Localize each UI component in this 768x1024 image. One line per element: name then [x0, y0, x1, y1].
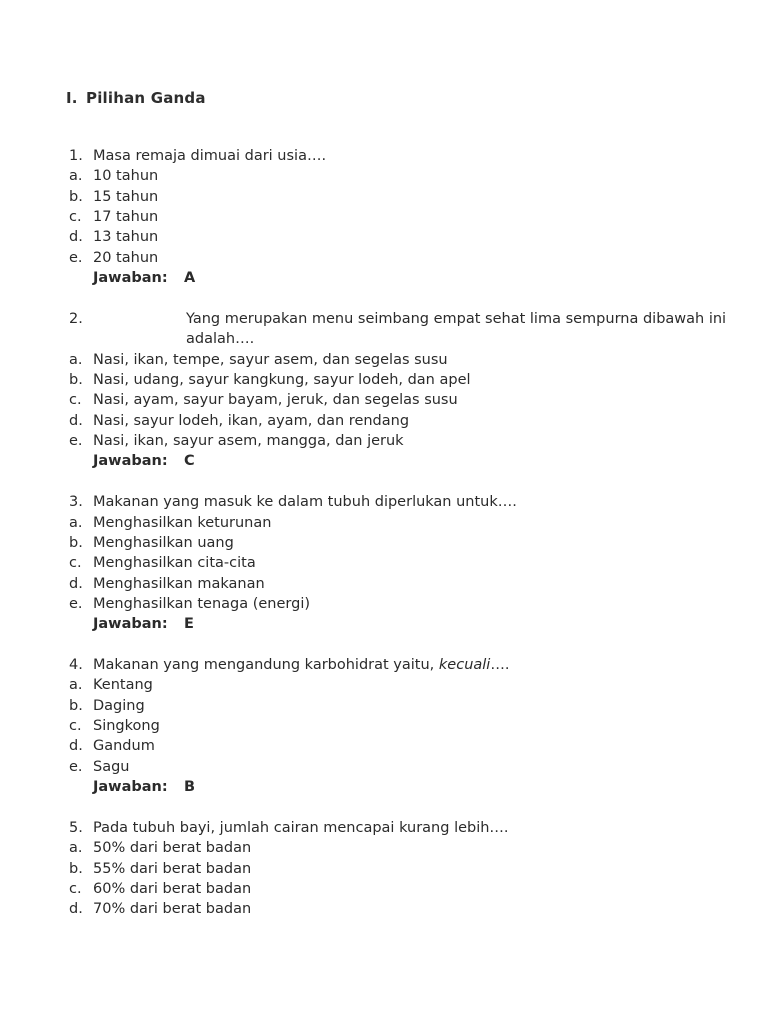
option-b — [0, 859, 768, 879]
option-c — [0, 879, 768, 899]
option-text: Nasi, ayam, sayur bayam, jeruk, dan segelas susu — [93, 392, 458, 409]
option-marker: c. — [69, 718, 82, 735]
option-marker: e. — [69, 249, 83, 266]
answer-line — [0, 451, 768, 471]
option-d — [0, 899, 768, 919]
option-marker: a. — [69, 514, 83, 531]
question-text: Pada tubuh bayi, jumlah cairan mencapai kurang lebih…. — [93, 819, 509, 836]
option-d — [0, 227, 768, 247]
question-1 — [0, 146, 768, 288]
section-title: Pilihan Ganda — [86, 89, 206, 107]
option-text: Nasi, ikan, sayur asem, mangga, dan jeruk — [93, 432, 404, 449]
option-marker: b. — [69, 188, 83, 205]
option-text: Nasi, ikan, tempe, sayur asem, dan segelas susu — [93, 351, 448, 368]
option-b — [0, 187, 768, 207]
option-text: Nasi, udang, sayur kangkung, sayur lodeh, dan apel — [93, 371, 471, 388]
question-text: Masa remaja dimuai dari usia…. — [93, 148, 327, 164]
answer-label: Jawaban: — [93, 453, 168, 470]
option-marker: b. — [69, 860, 83, 877]
answer-label: Jawaban: — [93, 779, 168, 796]
option-marker: d. — [69, 412, 83, 429]
option-marker: d. — [69, 229, 83, 246]
option-c — [0, 207, 768, 227]
question-text-end: …. — [490, 657, 510, 674]
option-marker: d. — [69, 738, 83, 755]
answer-line — [0, 777, 768, 797]
question-number: 3. — [69, 494, 83, 511]
option-marker: c. — [69, 555, 82, 572]
option-marker: e. — [69, 432, 83, 449]
option-text: Menghasilkan keturunan — [93, 514, 272, 531]
option-marker: d. — [69, 575, 83, 592]
answer-label: Jawaban: — [93, 616, 168, 633]
option-text: 10 tahun — [93, 168, 159, 185]
option-text: 50% dari berat badan — [93, 840, 252, 857]
option-c — [0, 716, 768, 736]
option-text: Nasi, sayur lodeh, ikan, ayam, dan rendang — [93, 412, 410, 429]
option-a — [0, 513, 768, 533]
option-marker: c. — [69, 392, 82, 409]
option-text: 60% dari berat badan — [93, 881, 252, 897]
section-number: I. — [66, 89, 78, 107]
option-marker: d. — [69, 901, 83, 918]
question-number: 5. — [69, 819, 83, 836]
answer-value: E — [184, 616, 194, 633]
option-marker: c. — [69, 209, 82, 226]
option-b — [0, 533, 768, 553]
option-text: 70% dari berat badan — [93, 901, 252, 918]
option-d — [0, 574, 768, 594]
question-list — [0, 146, 768, 940]
option-text: Gandum — [93, 738, 155, 755]
option-marker: a. — [69, 168, 83, 185]
option-b — [0, 696, 768, 716]
option-text: Menghasilkan tenaga (energi) — [93, 595, 311, 612]
option-c — [0, 390, 768, 410]
question-number: 1. — [69, 148, 83, 164]
option-marker: b. — [69, 534, 83, 551]
option-e — [0, 594, 768, 614]
question-text: Makanan yang mengandung karbohidrat yaitu, — [93, 657, 439, 674]
option-e — [0, 757, 768, 777]
option-a — [0, 166, 768, 186]
question-5 — [0, 818, 768, 920]
answer-value: A — [184, 270, 196, 287]
question-number: 2. — [69, 310, 83, 327]
option-text: 13 tahun — [93, 229, 159, 246]
option-text: 17 tahun — [93, 209, 159, 226]
answer-label: Jawaban: — [93, 270, 168, 287]
answer-value: C — [184, 453, 195, 470]
option-text: Daging — [93, 697, 145, 714]
option-marker: e. — [69, 595, 83, 612]
option-marker: a. — [69, 677, 83, 694]
question-3 — [0, 492, 768, 634]
answer-line — [0, 268, 768, 288]
option-c — [0, 553, 768, 573]
option-marker: a. — [69, 351, 83, 368]
option-marker: b. — [69, 697, 83, 714]
question-4 — [0, 655, 768, 797]
question-text: Yang merupakan menu seimbang empat sehat lima sempurna dibawah ini adalah…. — [186, 310, 727, 348]
option-text: Sagu — [93, 758, 130, 775]
option-text: 20 tahun — [93, 249, 159, 266]
option-marker: b. — [69, 371, 83, 388]
option-e — [0, 248, 768, 268]
option-d — [0, 411, 768, 431]
option-text: Kentang — [93, 677, 153, 694]
option-marker: c. — [69, 881, 82, 897]
option-a — [0, 350, 768, 370]
option-a — [0, 675, 768, 695]
option-text: Menghasilkan makanan — [93, 575, 265, 592]
answer-line — [0, 614, 768, 634]
option-d — [0, 736, 768, 756]
question-text-emphasis: kecuali — [438, 657, 491, 674]
option-text: 55% dari berat badan — [93, 860, 252, 877]
section-heading — [66, 89, 206, 107]
option-marker: a. — [69, 840, 83, 857]
question-number: 4. — [69, 657, 83, 674]
option-e — [0, 431, 768, 451]
question-text: Makanan yang masuk ke dalam tubuh diperlukan untuk…. — [93, 494, 517, 511]
option-text: Menghasilkan cita-cita — [93, 555, 256, 572]
option-marker: e. — [69, 758, 83, 775]
option-text: 15 tahun — [93, 188, 159, 205]
question-text-wrap — [93, 655, 509, 675]
option-text: Menghasilkan uang — [93, 534, 234, 551]
option-b — [0, 370, 768, 390]
answer-value: B — [184, 779, 196, 796]
option-a — [0, 838, 768, 858]
option-text: Singkong — [93, 718, 160, 735]
question-2 — [0, 309, 768, 472]
